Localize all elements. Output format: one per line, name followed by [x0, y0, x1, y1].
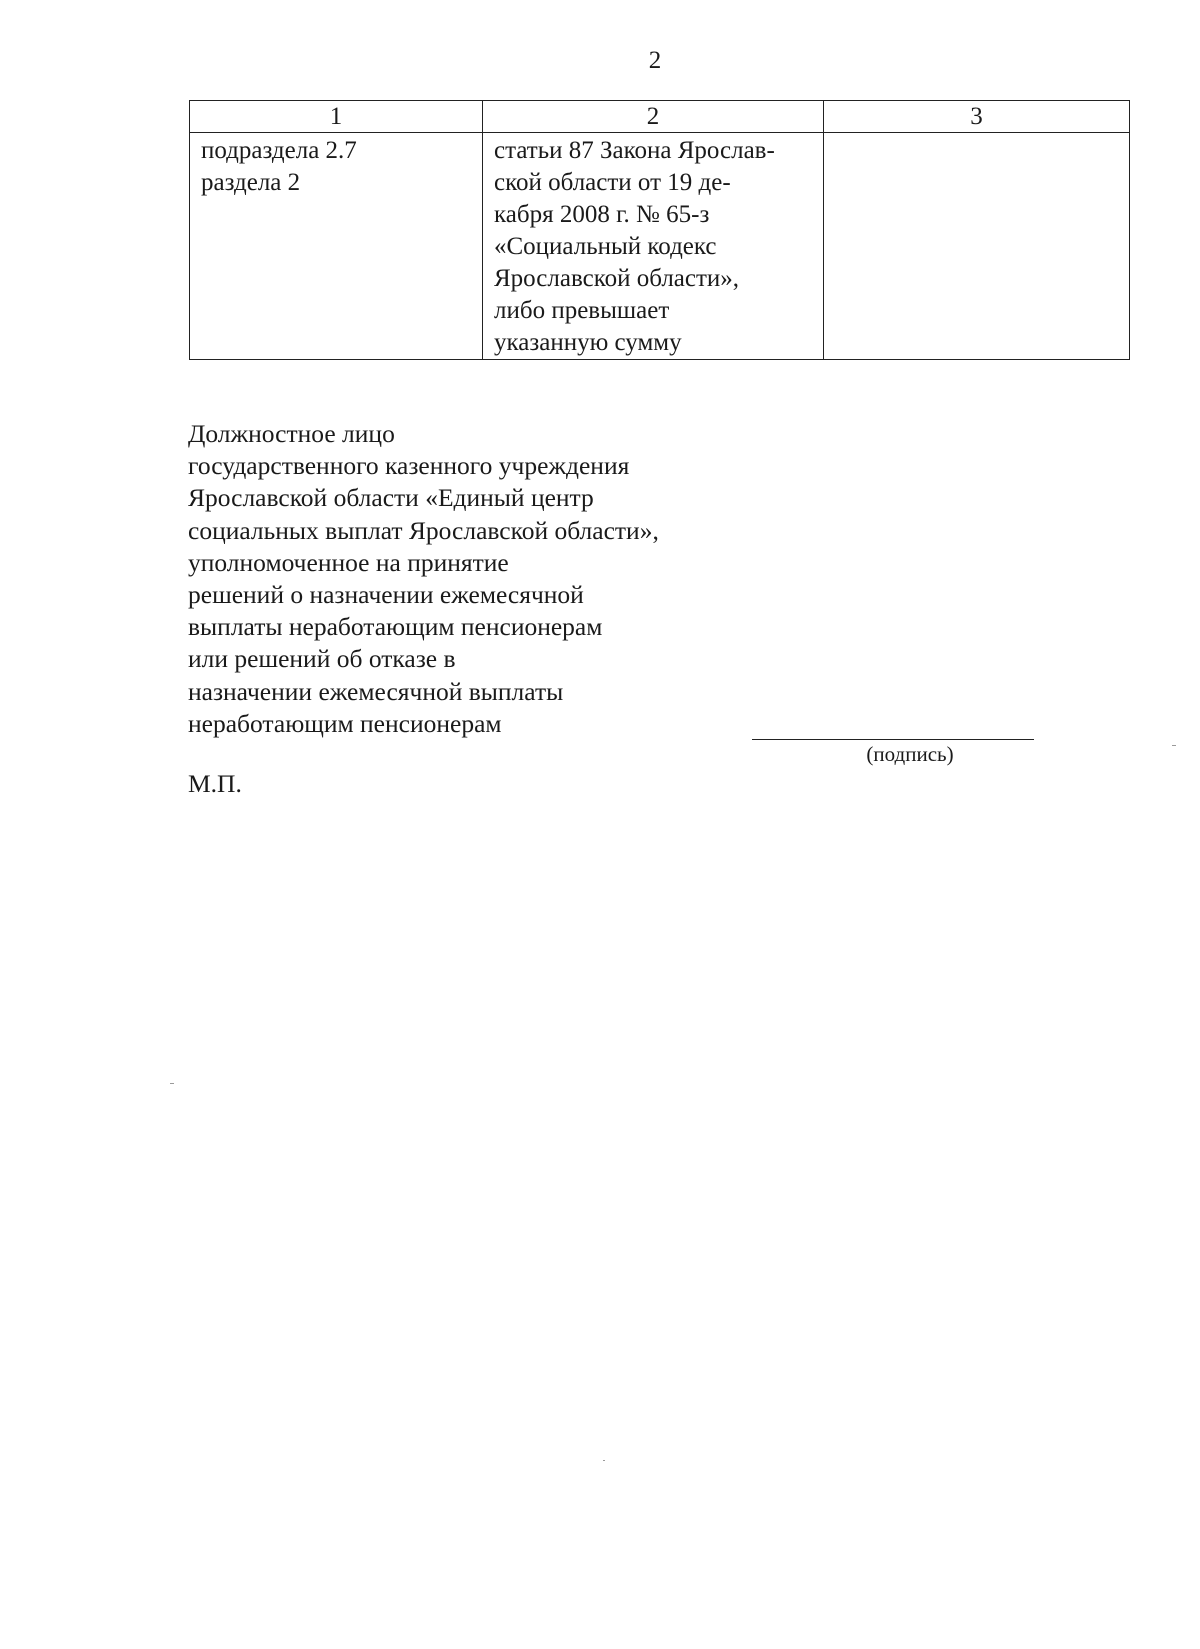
cell-line: ской области от 19 де- — [494, 169, 731, 196]
scan-speck — [170, 1083, 174, 1084]
cell-line: подраздела 2.7 — [201, 137, 357, 164]
scan-speck — [1172, 745, 1176, 746]
column-header: 1 — [190, 101, 483, 133]
official-line: Ярославской области «Единый центр — [188, 483, 594, 513]
official-line: государственного казенного учреждения — [188, 451, 630, 481]
official-line: социальных выплат Ярославской области», — [188, 515, 659, 545]
stamp-place-label: М.П. — [188, 769, 242, 798]
table-cell-col3 — [824, 133, 1130, 360]
cell-line: раздела 2 — [201, 169, 301, 196]
official-line: или решений об отказе в — [188, 644, 456, 674]
table-cell-col1 — [190, 133, 483, 360]
official-line: выплаты неработающим пенсионерам — [188, 612, 603, 642]
signature-caption: (подпись) — [866, 742, 954, 766]
table-cell-col2 — [483, 133, 824, 360]
official-line: Должностное лицо — [188, 419, 395, 448]
scan-speck — [603, 1460, 605, 1461]
cell-line: статьи 87 Закона Ярослав- — [494, 137, 775, 164]
cell-line: либо превышает — [494, 297, 670, 324]
signature-line — [752, 739, 1034, 740]
official-line: решений о назначении ежемесячной — [188, 580, 584, 610]
page-number: 2 — [648, 47, 662, 74]
cell-line: Ярославской области», — [494, 265, 740, 292]
table-row — [190, 133, 1130, 360]
cell-line: «Социальный кодекс — [494, 233, 717, 260]
official-position-block — [188, 418, 659, 740]
table-header-row — [190, 101, 1130, 133]
column-header: 2 — [483, 101, 824, 133]
official-line: уполномоченное на принятие — [188, 547, 509, 577]
document-table — [189, 100, 1130, 360]
official-line: назначении ежемесячной выплаты — [188, 676, 564, 706]
cell-line: кабря 2008 г. № 65-з — [494, 201, 710, 228]
column-header: 3 — [824, 101, 1130, 133]
cell-line: указанную сумму — [494, 329, 682, 356]
official-line: неработающим пенсионерам — [188, 708, 502, 738]
